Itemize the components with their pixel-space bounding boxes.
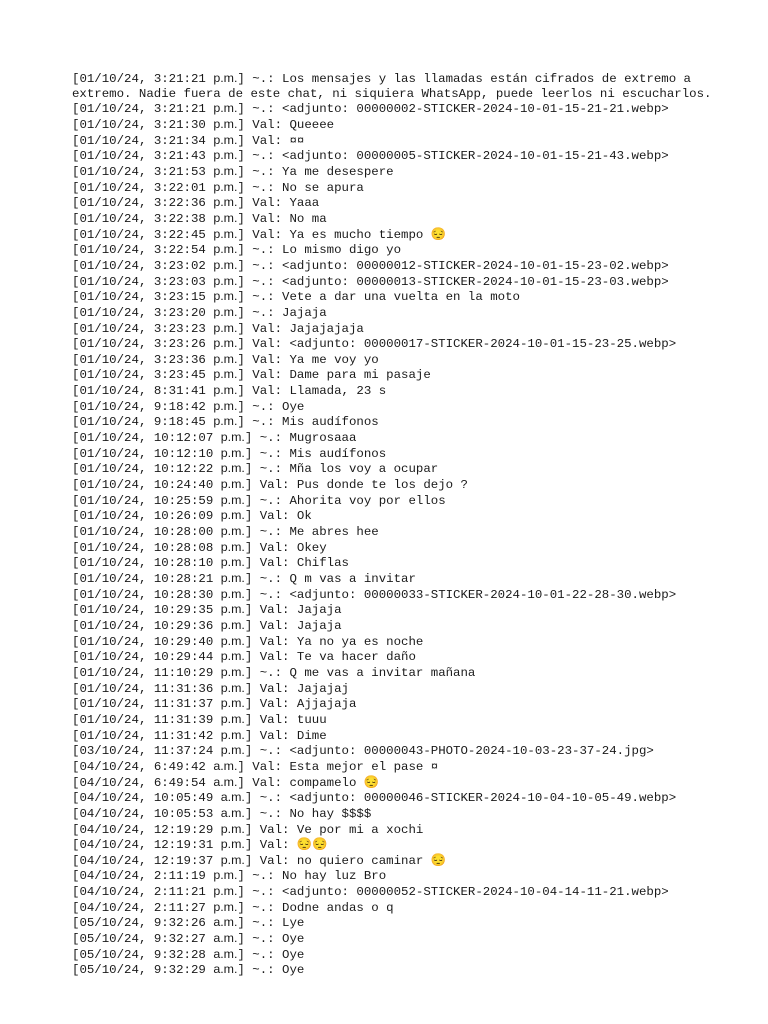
message-date: 04/10/24 <box>79 806 139 821</box>
message-date: 01/10/24 <box>79 556 139 571</box>
message-ampm: p.m. <box>220 664 245 679</box>
chat-message-line: [01/10/24, 3:23:26 p.m.] Val: <adjunto: 00000017-STICKER-2024-10-01-15-23-25.webp> <box>72 336 677 352</box>
message-text: Val: ¤¤ <box>252 133 305 148</box>
message-ampm: p.m. <box>220 430 245 445</box>
message-text: ~.: Lo mismo digo yo <box>252 243 402 258</box>
chat-message-line: [01/10/24, 10:24:40 p.m.] Val: Pus donde te los dejo ? <box>72 477 468 493</box>
chat-transcript <box>72 71 712 978</box>
message-ampm: p.m. <box>220 821 245 836</box>
message-text: Val: Queeee <box>252 117 335 132</box>
message-date: 04/10/24 <box>79 775 139 790</box>
message-time: 2:11:21 <box>153 885 206 900</box>
message-date: 01/10/24 <box>79 72 139 86</box>
message-date: 01/10/24 <box>79 337 139 352</box>
message-text: Val: Llamada, 23 s <box>252 384 387 399</box>
chat-message-line: [01/10/24, 3:21:43 p.m.] ~.: <adjunto: 00000005-STICKER-2024-10-01-15-21-43.webp> <box>72 148 669 164</box>
message-text: ~.: Mña los voy a ocupar <box>259 462 439 477</box>
chat-message-line: [01/10/24, 10:29:44 p.m.] Val: Te va hacer daño <box>72 649 416 665</box>
message-ampm: p.m. <box>213 383 238 398</box>
chat-message-line: [01/10/24, 10:12:07 p.m.] ~.: Mugrosaaa <box>72 430 357 446</box>
message-date: 01/10/24 <box>79 384 139 399</box>
chat-message-line: [04/10/24, 6:49:54 a.m.] Val: compamelo 😔 <box>72 774 380 790</box>
chat-message-line: [01/10/24, 3:23:36 p.m.] Val: Ya me voy yo <box>72 351 379 367</box>
chat-message-line: [05/10/24, 9:32:29 a.m.] ~.: Oye <box>72 962 305 978</box>
message-date: 01/10/24 <box>79 603 139 618</box>
chat-message-line: [01/10/24, 11:31:39 p.m.] Val: tuuu <box>72 711 327 727</box>
message-ampm: a.m. <box>213 774 238 789</box>
message-text: Val: Ok <box>259 509 312 524</box>
message-ampm: p.m. <box>213 132 238 147</box>
message-date: 04/10/24 <box>79 791 139 806</box>
message-date: 01/10/24 <box>79 618 139 633</box>
chat-message-line: [01/10/24, 10:28:00 p.m.] ~.: Me abres hee <box>72 524 379 540</box>
message-time: 10:28:10 <box>153 556 214 571</box>
message-ampm: p.m. <box>213 71 238 85</box>
message-text: ~.: <adjunto: 00000002-STICKER-2024-10-01-15-21-21.webp> <box>252 102 669 117</box>
message-text: Val: Pus donde te los dejo ? <box>259 478 468 493</box>
message-time: 3:21:21 <box>153 102 206 117</box>
message-ampm: p.m. <box>220 461 245 476</box>
message-date: 01/10/24 <box>79 712 139 727</box>
message-ampm: a.m. <box>213 946 238 961</box>
message-date: 01/10/24 <box>79 431 139 446</box>
chat-message-line: [01/10/24, 10:29:35 p.m.] Val: Jajaja <box>72 602 342 618</box>
message-ampm: p.m. <box>213 148 238 163</box>
message-time: 9:32:27 <box>153 932 206 947</box>
message-time: 3:21:53 <box>153 164 206 179</box>
chat-message-line: [01/10/24, 10:29:40 p.m.] Val: Ya no ya es noche <box>72 633 424 649</box>
message-time: 10:29:44 <box>153 650 214 665</box>
chat-message-line: [05/10/24, 9:32:28 a.m.] ~.: Oye <box>72 946 305 962</box>
message-ampm: p.m. <box>220 555 245 570</box>
message-time: 9:32:26 <box>153 916 206 931</box>
chat-message-line: [01/10/24, 10:26:09 p.m.] Val: Ok <box>72 508 312 524</box>
message-text: ~.: No se apura <box>252 180 364 195</box>
message-date: 01/10/24 <box>79 493 139 508</box>
message-time: 3:22:01 <box>153 180 206 195</box>
message-time: 8:31:41 <box>153 384 206 399</box>
message-ampm: a.m. <box>220 790 245 805</box>
message-text: Val: Esta mejor el pase ¤ <box>252 759 439 774</box>
message-date: 01/10/24 <box>79 321 139 336</box>
chat-message-line: [01/10/24, 3:22:45 p.m.] Val: Ya es mucho tiempo 😔 <box>72 226 447 242</box>
message-date: 01/10/24 <box>79 728 139 743</box>
chat-message-line: [05/10/24, 9:32:26 a.m.] ~.: Lye <box>72 915 305 931</box>
message-time: 3:23:15 <box>153 290 206 305</box>
message-time: 10:05:49 <box>153 791 214 806</box>
message-ampm: p.m. <box>220 524 245 539</box>
chat-message-line: [04/10/24, 12:19:37 p.m.] Val: no quiero caminar 😔 <box>72 852 447 868</box>
message-text: ~.: No hay luz Bro <box>252 869 387 884</box>
message-time: 10:24:40 <box>153 478 214 493</box>
message-time: 3:23:03 <box>153 274 206 289</box>
message-date: 01/10/24 <box>79 102 139 117</box>
chat-message-line: [01/10/24, 3:22:01 p.m.] ~.: No se apura <box>72 179 364 195</box>
message-ampm: p.m. <box>220 617 245 632</box>
message-text: Val: <adjunto: 00000017-STICKER-2024-10-01-15-23-25.webp> <box>252 337 677 352</box>
message-time: 3:21:34 <box>153 133 206 148</box>
message-time: 10:29:36 <box>153 618 214 633</box>
message-time: 10:29:35 <box>153 603 214 618</box>
chat-message-line: [01/10/24, 10:28:10 p.m.] Val: Chiflas <box>72 555 349 571</box>
message-text: Val: Ya me voy yo <box>252 352 379 367</box>
chat-message-line: [01/10/24, 3:23:20 p.m.] ~.: Jajaja <box>72 304 327 320</box>
message-date: 01/10/24 <box>79 258 139 273</box>
chat-message-line: [04/10/24, 2:11:21 p.m.] ~.: <adjunto: 00000052-STICKER-2024-10-04-14-11-21.webp> <box>72 884 669 900</box>
message-ampm: p.m. <box>213 289 238 304</box>
message-ampm: p.m. <box>213 868 238 883</box>
message-ampm: p.m. <box>220 633 245 648</box>
message-ampm: p.m. <box>220 743 245 758</box>
message-date: 01/10/24 <box>79 478 139 493</box>
message-date: 04/10/24 <box>79 853 139 868</box>
message-date: 01/10/24 <box>79 164 139 179</box>
message-time: 3:22:36 <box>153 196 206 211</box>
message-text: Val: Jajaja <box>259 618 342 633</box>
message-ampm: a.m. <box>220 805 245 820</box>
message-time: 10:28:08 <box>153 540 214 555</box>
message-text: Val: Ya es mucho tiempo 😔 <box>252 227 447 242</box>
message-ampm: p.m. <box>220 837 245 852</box>
message-time: 10:28:00 <box>153 525 214 540</box>
message-ampm: p.m. <box>220 680 245 695</box>
message-time: 6:49:42 <box>153 759 206 774</box>
message-time: 10:29:40 <box>153 634 214 649</box>
message-time: 10:28:21 <box>153 572 214 586</box>
message-text: ~.: Q me vas a invitar mañana <box>259 665 476 680</box>
message-time: 10:12:10 <box>153 446 214 461</box>
message-date: 01/10/24 <box>79 305 139 320</box>
message-text: Val: Ya no ya es noche <box>259 634 424 649</box>
message-text: ~.: Los mensajes y las llamadas están cifrados de extremo a extremo. Nadie fuera de este chat, ni siquiera WhatsApp, puede leerlos ni escucharlos. <box>72 72 712 101</box>
message-time: 3:23:20 <box>153 305 206 320</box>
message-text: ~.: Oye <box>252 963 305 978</box>
message-text: ~.: Q m vas a invitar <box>259 572 416 586</box>
message-time: 3:23:45 <box>153 368 206 383</box>
message-date: 01/10/24 <box>79 117 139 132</box>
message-ampm: p.m. <box>213 304 238 319</box>
message-text: Val: Jajajaj <box>259 681 349 696</box>
chat-message-line: [03/10/24, 11:37:24 p.m.] ~.: <adjunto: 00000043-PHOTO-2024-10-03-23-37-24.jpg> <box>72 743 654 759</box>
message-text: Val: no quiero caminar 😔 <box>259 853 447 868</box>
message-date: 01/10/24 <box>79 415 139 430</box>
message-time: 3:22:38 <box>153 211 206 226</box>
message-time: 11:31:39 <box>153 712 214 727</box>
chat-message-line: [01/10/24, 3:23:02 p.m.] ~.: <adjunto: 00000012-STICKER-2024-10-01-15-23-02.webp> <box>72 257 669 273</box>
message-date: 01/10/24 <box>79 665 139 680</box>
message-ampm: p.m. <box>220 492 245 507</box>
message-time: 3:23:23 <box>153 321 206 336</box>
chat-message-line: [01/10/24, 9:18:45 p.m.] ~.: Mis audífonos <box>72 414 379 430</box>
message-ampm: p.m. <box>213 116 238 131</box>
message-ampm: p.m. <box>220 727 245 742</box>
chat-message-line: [01/10/24, 3:22:38 p.m.] Val: No ma <box>72 210 327 226</box>
chat-message-line: [04/10/24, 2:11:27 p.m.] ~.: Dodne andas o q <box>72 899 394 915</box>
message-text: ~.: Oye <box>252 399 305 414</box>
chat-message-line: [01/10/24, 10:28:21 p.m.] ~.: Q m vas a invitar <box>72 571 416 586</box>
chat-message-line: [01/10/24, 10:28:30 p.m.] ~.: <adjunto: 00000033-STICKER-2024-10-01-22-28-30.webp> <box>72 586 677 602</box>
message-date: 04/10/24 <box>79 869 139 884</box>
message-time: 11:31:36 <box>153 681 214 696</box>
message-time: 11:10:29 <box>153 665 214 680</box>
message-ampm: p.m. <box>220 508 245 523</box>
message-text: Val: Jajajajaja <box>252 321 364 336</box>
message-ampm: p.m. <box>213 226 238 241</box>
chat-message-line: [01/10/24, 10:25:59 p.m.] ~.: Ahorita voy por ellos <box>72 492 446 508</box>
message-date: 01/10/24 <box>79 274 139 289</box>
chat-message-line: [04/10/24, 12:19:31 p.m.] Val: 😔😔 <box>72 837 328 853</box>
message-time: 11:37:24 <box>153 744 214 759</box>
chat-message-line: [04/10/24, 12:19:29 p.m.] Val: Ve por mi a xochi <box>72 821 424 837</box>
message-text: ~.: Oye <box>252 947 305 962</box>
message-text: Val: Dime <box>259 728 327 743</box>
message-ampm: a.m. <box>213 962 238 977</box>
message-date: 01/10/24 <box>79 290 139 305</box>
chat-message-line: [01/10/24, 3:23:45 p.m.] Val: Dame para mi pasaje <box>72 367 431 383</box>
message-date: 04/10/24 <box>79 900 139 915</box>
message-ampm: p.m. <box>220 696 245 711</box>
message-date: 05/10/24 <box>79 947 139 962</box>
message-text: Val: Ve por mi a xochi <box>259 822 424 837</box>
message-text: ~.: Mugrosaaa <box>259 431 357 446</box>
message-date: 01/10/24 <box>79 352 139 367</box>
message-time: 9:32:28 <box>153 947 206 962</box>
chat-message-line: [01/10/24, 11:31:42 p.m.] Val: Dime <box>72 727 327 743</box>
chat-message-line: [01/10/24, 10:28:08 p.m.] Val: Okey <box>72 539 327 555</box>
message-date: 01/10/24 <box>79 681 139 696</box>
message-date: 04/10/24 <box>79 822 139 837</box>
message-date: 01/10/24 <box>79 697 139 712</box>
message-text: ~.: <adjunto: 00000012-STICKER-2024-10-01-15-23-02.webp> <box>252 258 669 273</box>
message-ampm: p.m. <box>220 477 245 492</box>
message-time: 3:23:36 <box>153 352 206 367</box>
message-date: 01/10/24 <box>79 196 139 211</box>
message-date: 01/10/24 <box>79 587 139 602</box>
message-ampm: p.m. <box>213 242 238 257</box>
chat-message-line: [01/10/24, 3:23:03 p.m.] ~.: <adjunto: 00000013-STICKER-2024-10-01-15-23-03.webp> <box>72 273 669 289</box>
message-time: 9:18:42 <box>153 399 206 414</box>
message-ampm: p.m. <box>213 210 238 225</box>
message-time: 3:21:30 <box>153 117 206 132</box>
message-text: ~.: <adjunto: 00000005-STICKER-2024-10-01-15-21-43.webp> <box>252 149 669 164</box>
chat-message-line: [01/10/24, 3:21:21 p.m.] ~.: <adjunto: 00000002-STICKER-2024-10-01-15-21-21.webp> <box>72 101 669 117</box>
message-time: 3:21:21 <box>153 72 206 86</box>
chat-message-line: [01/10/24, 3:22:54 p.m.] ~.: Lo mismo digo yo <box>72 242 402 258</box>
message-time: 10:25:59 <box>153 493 214 508</box>
message-text: Val: 😔😔 <box>259 838 328 853</box>
message-time: 2:11:19 <box>153 869 206 884</box>
chat-message-line: [01/10/24, 3:21:34 p.m.] Val: ¤¤ <box>72 132 305 148</box>
message-date: 01/10/24 <box>79 462 139 477</box>
message-text: ~.: Ahorita voy por ellos <box>259 493 446 508</box>
message-ampm: p.m. <box>220 602 245 617</box>
message-time: 10:05:53 <box>153 806 214 821</box>
message-ampm: p.m. <box>220 445 245 460</box>
message-date: 05/10/24 <box>79 932 139 947</box>
message-ampm: p.m. <box>213 195 238 210</box>
message-date: 01/10/24 <box>79 572 139 586</box>
message-text: ~.: Lye <box>252 916 305 931</box>
message-ampm: p.m. <box>213 320 238 335</box>
message-time: 3:21:43 <box>153 149 206 164</box>
chat-message-line: [01/10/24, 9:18:42 p.m.] ~.: Oye <box>72 398 305 414</box>
message-ampm: p.m. <box>213 899 238 914</box>
message-ampm: p.m. <box>213 884 238 899</box>
message-ampm: p.m. <box>213 273 238 288</box>
message-ampm: a.m. <box>213 931 238 946</box>
message-text: Val: Yaaa <box>252 196 320 211</box>
message-text: ~.: Vete a dar una vuelta en la moto <box>252 290 520 305</box>
message-text: Val: Te va hacer daño <box>259 650 416 665</box>
message-date: 01/10/24 <box>79 525 139 540</box>
message-date: 04/10/24 <box>79 759 139 774</box>
message-text: Val: compamelo 😔 <box>252 775 380 790</box>
message-date: 05/10/24 <box>79 963 139 978</box>
message-time: 12:19:29 <box>153 822 214 837</box>
message-text: ~.: <adjunto: 00000043-PHOTO-2024-10-03-23-37-24.jpg> <box>259 744 654 759</box>
message-ampm: p.m. <box>220 571 245 585</box>
message-ampm: p.m. <box>213 179 238 194</box>
message-ampm: p.m. <box>213 101 238 116</box>
message-ampm: p.m. <box>213 414 238 429</box>
message-text: Val: tuuu <box>259 712 327 727</box>
message-ampm: a.m. <box>213 758 238 773</box>
message-text: Val: No ma <box>252 211 327 226</box>
message-text: ~.: Mis audífonos <box>252 415 379 430</box>
message-date: 01/10/24 <box>79 634 139 649</box>
chat-message-line: [04/10/24, 2:11:19 p.m.] ~.: No hay luz Bro <box>72 868 387 884</box>
message-date: 01/10/24 <box>79 509 139 524</box>
message-date: 04/10/24 <box>79 885 139 900</box>
chat-message-line: [01/10/24, 11:10:29 p.m.] ~.: Q me vas a invitar mañana <box>72 664 476 680</box>
message-text: ~.: Mis audífonos <box>259 446 387 461</box>
message-text: Val: Dame para mi pasaje <box>252 368 431 383</box>
message-time: 11:31:42 <box>153 728 214 743</box>
message-text: ~.: Me abres hee <box>259 525 379 540</box>
chat-message-line: [04/10/24, 10:05:49 a.m.] ~.: <adjunto: 00000046-STICKER-2024-10-04-10-05-49.webp> <box>72 790 677 806</box>
message-date: 01/10/24 <box>79 133 139 148</box>
message-text: Val: Chiflas <box>259 556 349 571</box>
message-date: 01/10/24 <box>79 650 139 665</box>
message-date: 01/10/24 <box>79 446 139 461</box>
message-ampm: p.m. <box>213 163 238 178</box>
message-text: Val: Ajjajaja <box>259 697 357 712</box>
message-time: 12:19:31 <box>153 838 214 853</box>
message-time: 9:18:45 <box>153 415 206 430</box>
message-ampm: p.m. <box>213 257 238 272</box>
message-text: ~.: <adjunto: 00000052-STICKER-2024-10-04-14-11-21.webp> <box>252 885 669 900</box>
message-time: 10:12:22 <box>153 462 214 477</box>
message-time: 10:28:30 <box>153 587 214 602</box>
message-ampm: p.m. <box>220 649 245 664</box>
chat-message-line: [01/10/24, 3:21:21 p.m.] ~.: Los mensajes y las llamadas están cifrados de extremo a extremo. Nadie fuera de este chat, ni siquiera WhatsApp, puede leerlos ni escucharlos. <box>72 71 712 101</box>
message-time: 3:22:54 <box>153 243 206 258</box>
message-time: 6:49:54 <box>153 775 206 790</box>
message-text: ~.: No hay $$$$ <box>259 806 372 821</box>
message-time: 9:32:29 <box>153 963 206 978</box>
chat-message-line: [01/10/24, 3:21:30 p.m.] Val: Queeee <box>72 116 335 132</box>
message-ampm: p.m. <box>220 711 245 726</box>
message-ampm: a.m. <box>213 915 238 930</box>
message-time: 10:12:07 <box>153 431 214 446</box>
chat-message-line: [01/10/24, 11:31:36 p.m.] Val: Jajajaj <box>72 680 349 696</box>
message-text: Val: Jajaja <box>259 603 342 618</box>
message-text: Val: Okey <box>259 540 327 555</box>
message-ampm: p.m. <box>220 852 245 867</box>
message-date: 01/10/24 <box>79 243 139 258</box>
message-date: 01/10/24 <box>79 149 139 164</box>
message-date: 05/10/24 <box>79 916 139 931</box>
message-date: 01/10/24 <box>79 180 139 195</box>
message-time: 3:22:45 <box>153 227 206 242</box>
chat-message-line: [01/10/24, 10:29:36 p.m.] Val: Jajaja <box>72 617 342 633</box>
message-text: ~.: <adjunto: 00000046-STICKER-2024-10-04-10-05-49.webp> <box>259 791 677 806</box>
chat-message-line: [01/10/24, 3:22:36 p.m.] Val: Yaaa <box>72 195 320 211</box>
message-time: 10:26:09 <box>153 509 214 524</box>
message-text: ~.: Oye <box>252 932 305 947</box>
message-ampm: p.m. <box>213 351 238 366</box>
message-time: 3:23:02 <box>153 258 206 273</box>
message-time: 12:19:37 <box>153 853 214 868</box>
message-ampm: p.m. <box>213 367 238 382</box>
message-date: 01/10/24 <box>79 399 139 414</box>
message-date: 04/10/24 <box>79 838 139 853</box>
chat-message-line: [01/10/24, 3:21:53 p.m.] ~.: Ya me desespere <box>72 163 394 179</box>
chat-message-line: [01/10/24, 3:23:23 p.m.] Val: Jajajajaja <box>72 320 364 336</box>
message-text: ~.: Jajaja <box>252 305 327 320</box>
chat-message-line: [01/10/24, 10:12:10 p.m.] ~.: Mis audífonos <box>72 445 387 461</box>
chat-message-line: [05/10/24, 9:32:27 a.m.] ~.: Oye <box>72 931 305 947</box>
message-date: 01/10/24 <box>79 227 139 242</box>
chat-message-line: [01/10/24, 3:23:15 p.m.] ~.: Vete a dar una vuelta en la moto <box>72 289 520 305</box>
chat-message-line: [04/10/24, 10:05:53 a.m.] ~.: No hay $$$$ <box>72 805 372 821</box>
message-date: 01/10/24 <box>79 211 139 226</box>
message-text: ~.: Dodne andas o q <box>252 900 394 915</box>
message-time: 2:11:27 <box>153 900 206 915</box>
chat-message-line: [04/10/24, 6:49:42 a.m.] Val: Esta mejor el pase ¤ <box>72 758 439 774</box>
message-text: ~.: Ya me desespere <box>252 164 394 179</box>
message-date: 01/10/24 <box>79 540 139 555</box>
chat-message-line: [01/10/24, 11:31:37 p.m.] Val: Ajjajaja <box>72 696 357 712</box>
message-ampm: p.m. <box>220 586 245 601</box>
message-ampm: p.m. <box>213 398 238 413</box>
message-text: ~.: <adjunto: 00000013-STICKER-2024-10-01-15-23-03.webp> <box>252 274 669 289</box>
message-date: 03/10/24 <box>79 744 139 759</box>
message-ampm: p.m. <box>220 539 245 554</box>
chat-message-line: [01/10/24, 10:12:22 p.m.] ~.: Mña los voy a ocupar <box>72 461 439 477</box>
message-time: 3:23:26 <box>153 337 206 352</box>
message-ampm: p.m. <box>213 336 238 351</box>
message-text: ~.: <adjunto: 00000033-STICKER-2024-10-01-22-28-30.webp> <box>259 587 677 602</box>
message-date: 01/10/24 <box>79 368 139 383</box>
message-time: 11:31:37 <box>153 697 214 712</box>
chat-message-line: [01/10/24, 8:31:41 p.m.] Val: Llamada, 23 s <box>72 383 387 399</box>
